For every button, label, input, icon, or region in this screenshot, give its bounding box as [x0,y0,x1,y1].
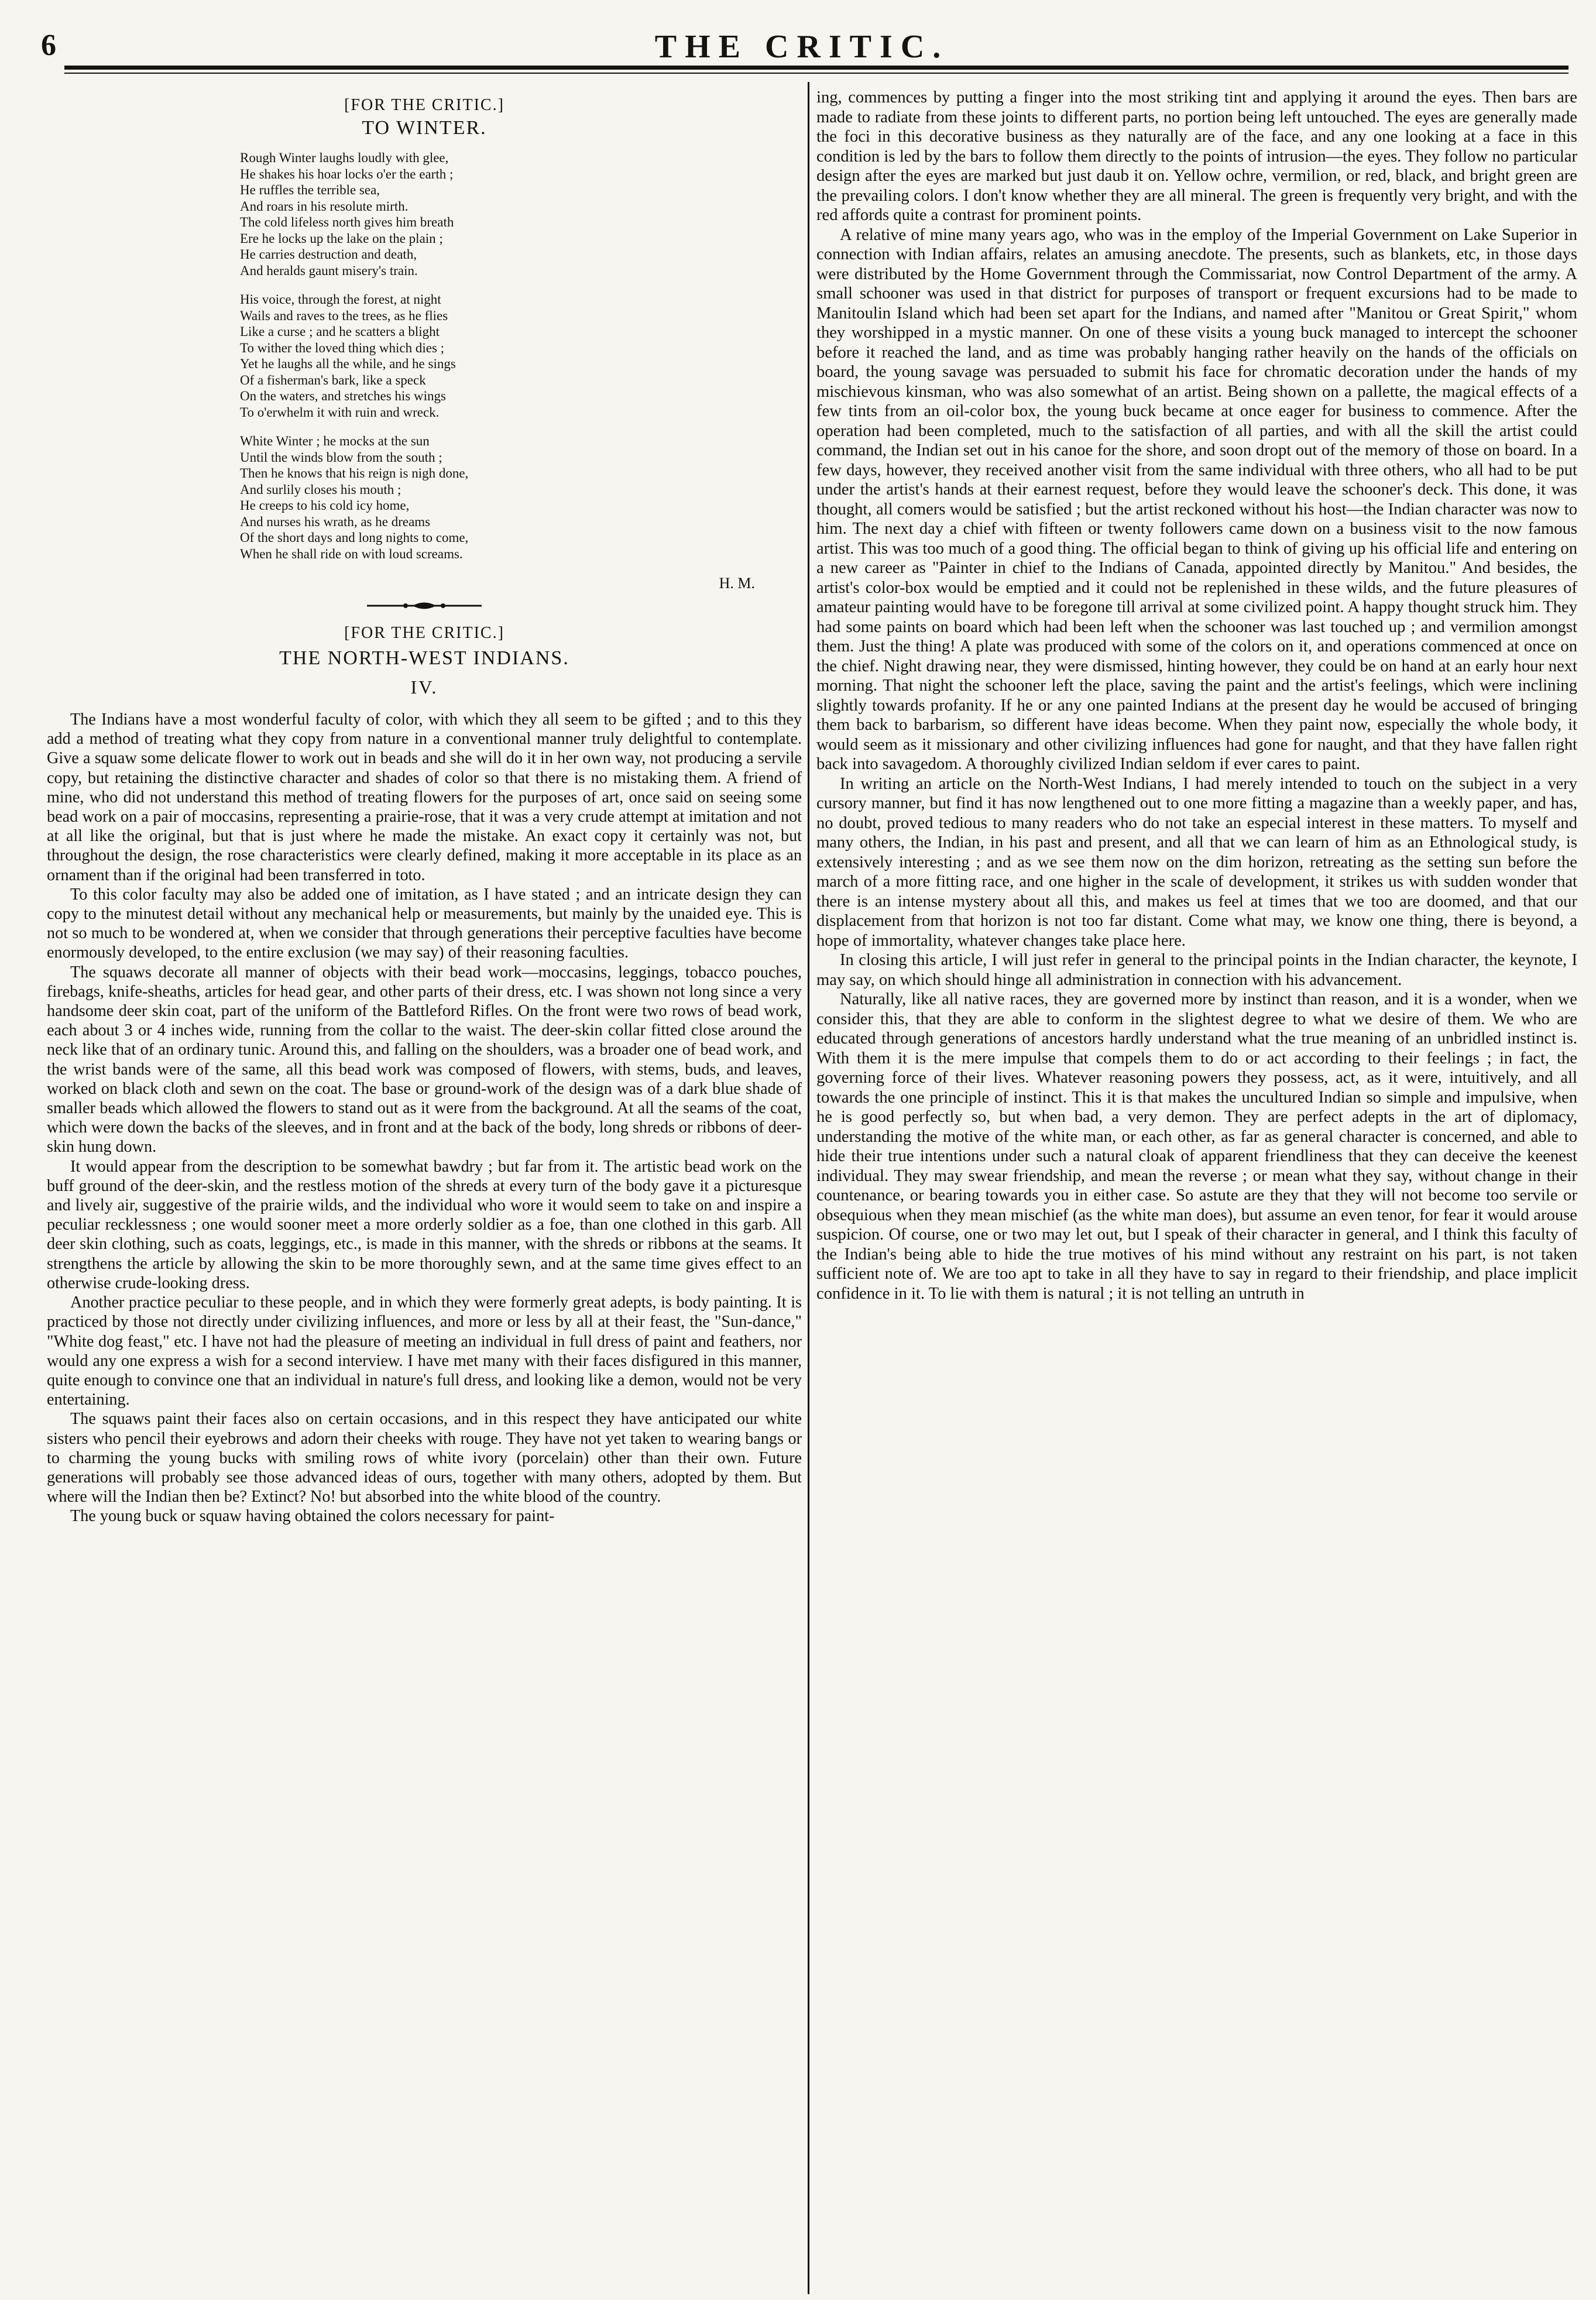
poem-line: Yet he laughs all the while, and he sings [240,356,456,371]
poem-line: Wails and raves to the trees, as he flies [240,308,448,323]
poem-line: He ruffles the terrible sea, [240,183,380,197]
poem-line: Rough Winter laughs loudly with glee, [240,150,449,165]
poem-line: And roars in his resolute mirth. [240,198,409,214]
poem-stanza [240,150,802,279]
poem-line: He creeps to his cold icy home, [240,498,410,513]
article-paragraph: It would appear from the description to be somewhat bawdry ; but far from it. The artistic bead work on the buff ground of the deer-skin, and the restless motion of the shreds at every turn of the body gave it a picturesque and lively air, suggestive of the prairie wilds, and the individual who wore it would seem to take on and inspire a peculiar recklessness ; one would sooner meet a more orderly soldier as a foe, than one clothed in this garb. All deer skin clothing, such as coats, leggings, etc., is made in this manner, with the shreds or ribbons at the seams. It strengthens the article by allowing the skin to be more thoroughly sewn, and at the same time gives effect to an otherwise crude-looking dress. [47,1157,802,1292]
poem-line: He shakes his hoar locks o'er the earth ; [240,166,454,181]
masthead-rule-thin [64,73,1568,74]
poem-line: Of the short days and long nights to come, [240,530,469,545]
article-paragraph: To this color faculty may also be added one of imitation, as I have stated ; and an intricate design they can copy to the minutest detail without any mechanical help or measurements, but mainly by the unaided eye. This is not so much to be wondered at, when we consider that through generations their perceptive faculties have become enormously developed, to the entire exclusion (we may say) of their reasoning faculties. [47,885,802,962]
article-paragraph: Another practice peculiar to these people, and in which they were formerly great adepts, is body painting. It is practiced by those not directly under civilizing influences, and more or less by all at their feast, the "Sun-dance," "White dog feast," etc. I have not had the pleasure of meeting an individual in full dress of paint and feathers, nor would any one express a wish for a second interview. I have met many with their faces disfigured in this manner, quite enough to convince one that an individual in nature's full dress, and looking like a demon, would not be very entertaining. [47,1293,802,1409]
poem-line: And nurses his wrath, as he dreams [240,514,431,529]
article-paragraph: A relative of mine many years ago, who was in the employ of the Imperial Government on Lake Superior in connection with Indian affairs, relates an amusing anecdote. The presents, such as blankets, etc, in those days were distributed by the Home Government through the Commissariat, now Control Department of the army. A small schooner was used in that district for purposes of transport or frequent excursions had to be made to Manitoulin Island which had been set apart for the Indians, and named after "Manitou or Great Spirit," whom they worshipped in a mystic manner. On one of these visits a young buck managed to intercept the schooner before it reached the land, and as time was probably hanging rather heavily on the hands of the officials on board, the young savage was persuaded to submit his face for chromatic decoration under the hands of my mischievous kinsman, who was also somewhat of an artist. Being shown on a pallette, the magical effects of a few tints from an oil-color box, the young buck became at once eager for business to commence. After the operation had been completed, much to the satisfaction of all parties, and with all the skill the artist could command, the Indian set out in his canoe for the shore, and soon dropt out of the memory of those on board. In a few days, however, they received another visit from the same individual with three others, who all had to be put under the artist's hands at their earnest request, before they would leave the schooner's deck. This done, it was thought, all comers would be satisfied ; but the artist reckoned without his host—the Indian character was now to him. The next day a chief with fifteen or twenty followers came down on a business visit to the now famous artist. This was too much of a good thing. The official began to think of giving up his official life and entering on a new career as "Painter in chief to the Indians of Canada, appointed directly by Manitou." And besides, the artist's color-box would be emptied and it could not be replenished in these wilds, and the future pleasures of amateur painting would have to be foregone till arrival at some civilized point. A happy thought struck him. They had some paints on board which had been left when the schooner was last touched up ; and vermilion amongst them. Just the thing! A plate was produced with some of the colors on it, and operations commenced at once on the chief. Night drawing near, they were dismissed, hinting however, they could be on hand at an early hour next morning. That night the schooner left the place, saving the paint and the artist's feelings, which were inclining slightly towards profanity. If he or any one painted Indians at the present day he would be accused of bringing them back to barbarism, so different have ideas become. When they paint now, especially the whole body, it would seem as it missionary and other civilizing influences had gone for naught, and that they have fallen right back into savagedom. A thoroughly civilized Indian seldom if ever cares to paint. [816,225,1577,773]
poem-stanza [240,291,802,420]
article-byline: [FOR THE CRITIC.] [344,624,504,642]
poem-byline: [FOR THE CRITIC.] [344,96,504,114]
poem-line: Of a fisherman's bark, like a speck [240,372,426,387]
article-title: THE NORTH-WEST INDIANS. [279,647,569,669]
masthead [41,28,1563,63]
publication-title: THE CRITIC. [654,29,949,65]
poem-line: Ere he locks up the lake on the plain ; [240,231,443,246]
poem-line: When he shall ride on with loud screams. [240,546,463,561]
article-paragraph: The Indians have a most wonderful faculty of color, with which they all seem to be gifted ; and to this they add a method of treating what they copy from nature in a conventional manner truly delightful to contemplate. Give a squaw some delicate flower to work out in beads and she will do it in her own way, not producing a servile copy, but retaining the distinctive character and shades of color so that there is no mistaking them. A friend of mine, who did not understand this method of treating flowers for the purposes of art, once said on seeing some bead work on a pair of moccasins, representing a prairie-rose, that it was a very crude attempt at imitation and not at all like the original, but that is just where he made the mistake. An exact copy it certainly was not, but throughout the design, the rose characteristics were clearly defined, making it more acceptable in its place as an ornament than if the original had been transferred in toto. [47,710,802,884]
article-paragraph: In writing an article on the North-West Indians, I had merely intended to touch on the subject in a very cursory manner, but find it has now lengthened out to one more fitting a magazine than a weekly paper, and has, no doubt, proved tedious to many readers who do not take an especial interest in these matters. To myself and many others, the Indian, in his past and present, and all that we can learn of him as an Ethnological study, is extensively interesting ; and as we see them now on the dim horizon, retreating as the setting sun before the march of a more fitting race, and one higher in the scale of development, it strikes us with sudden wonder that there is an intense mystery about all this, and makes us feel at times that we too are doomed, and that our displacement from that horizon is not too far distant. Come what may, we know one thing, there is beyond, a hope of immortality, whatever changes take place here. [816,774,1577,950]
page-number: 6 [41,29,56,62]
column-divider [808,82,809,2294]
poem-line: To o'erwhelm it with ruin and wreck. [240,404,440,420]
article-paragraph: ing, commences by putting a finger into the most striking tint and applying it around the eyes. Then bars are made to radiate from these joints to different parts, no portion being left untouched. The eyes are generally made the foci in this decorative business as they naturally are of the face, and any one looking at a face in this condition is led by the bars to follow them directly to the points of intrusion—the eyes. They follow no particular design after the eyes are marked but just daub it on. Yellow ochre, vermilion, or red, black, and bright green are the prevailing colors. I don't know whether they are all mineral. The green is frequently very bright, and with the red affords quite a contrast for prominent points. [816,88,1577,224]
left-column [47,88,802,1526]
poem-line: His voice, through the forest, at night [240,292,441,307]
poem-line: Until the winds blow from the south ; [240,449,442,465]
poem-line: Like a curse ; and he scatters a blight [240,324,440,339]
ornament-divider-icon [366,600,483,611]
poem-line: To wither the loved thing which dies ; [240,340,445,355]
article-paragraph: Naturally, like all native races, they are governed more by instinct than reason, and it is a wonder, when we consider this, that they are able to conform in the slightest degree to what we desire of them. We who are educated through generations of ancestors hardly understand what the true meaning of an unbridled instinct is. With them it is the mere impulse that compels them to do or act according to their feelings ; in fact, the governing force of their lives. Whatever reasoning powers they possess, act, as it were, intuitively, and all towards the one principle of instinct. This it is that makes the uncultured Indian so simple and impulsive, when he is good perfectly so, but when bad, a very demon. They are perfect adepts in the art of diplomacy, understanding the motive of the white man, or each other, as far as general character is concerned, and able to hide their true intentions under such a natural cloak of apparent friendliness that they can deceive the keenest individual. They may swear friendship, and mean the reverse ; or mean what they say, without change in their countenance, or bearing towards you in either case. So astute are they that they will not become too servile or obsequious when they mean mischief (as the white man does), but assume an even tenor, for fear it would arouse suspicion. Of course, one or two may let out, but I speak of their character in general, and I think this faculty of the Indian's being able to hide the true motives of his mind without any restraint on his part, is not taken sufficient note of. We are too apt to take in all they have to say in regard to their friendship, and place implicit confidence in it. To lie with them is natural ; it is not telling an untruth in [816,990,1577,1303]
article-part-number: IV. [410,677,438,698]
poem-line: The cold lifeless north gives him breath [240,215,454,229]
article-paragraph: In closing this article, I will just refer in general to the principal points in the Indian character, the keynote, I may say, on which should hinge all administration in connection with his advancement. [816,951,1577,989]
poem-stanza [240,433,802,562]
poem-line: On the waters, and stretches his wings [240,389,446,403]
poem-body [240,150,802,562]
article-paragraph: The squaws paint their faces also on certain occasions, and in this respect they have anticipated our white sisters who pencil their eyebrows and adorn their cheeks with rouge. They have not yet taken to wearing bangs or to charming the young bucks with smiling rows of white ivory (porcelain) other than their own. Future generations will probably see those advanced ideas of ours, together with many others, adopted by them. But where will the Indian then be? Extinct? No! but absorbed into the white blood of the country. [47,1410,802,1506]
poem-line: And heralds gaunt misery's train. [240,263,418,278]
poem-line: And surlily closes his mouth ; [240,482,401,497]
poem-line: Then he knows that his reign is nigh done, [240,466,469,480]
poem-line: He carries destruction and death, [240,247,417,262]
right-column [816,88,1577,1303]
poem-signature: H. M. [719,575,755,592]
article-paragraph: The young buck or squaw having obtained the colors necessary for paint- [70,1507,555,1526]
masthead-rule-thick [64,66,1568,70]
poem-line: White Winter ; he mocks at the sun [240,434,430,448]
poem-title: TO WINTER. [362,117,487,139]
article-paragraph: The squaws decorate all manner of objects with their bead work—moccasins, leggings, tobacco pouches, firebags, knife-sheaths, articles for head gear, and other parts of their dress, etc. I was shown not long since a very handsome deer skin coat, part of the uniform of the Battleford Rifles. On the front were two rows of bead work, each about 3 or 4 inches wide, running from the collar to the waist. The deer-skin collar fitted close around the neck like that of an ordinary tunic. Around this, and falling on the shoulders, was a broader one of bead work, and the wrist bands were of the same, all this bead work was composed of flowers, with stems, buds, and leaves, worked on black cloth and sewn on the coat. The base or ground-work of the design was of a dark blue shade of smaller beads which allowed the flowers to stand out as it were from the background. At all the seams of the coat, which were down the backs of the sleeves, and in front and at the back of the body, long shreds or ribbons of deer-skin hung down. [47,963,802,1156]
